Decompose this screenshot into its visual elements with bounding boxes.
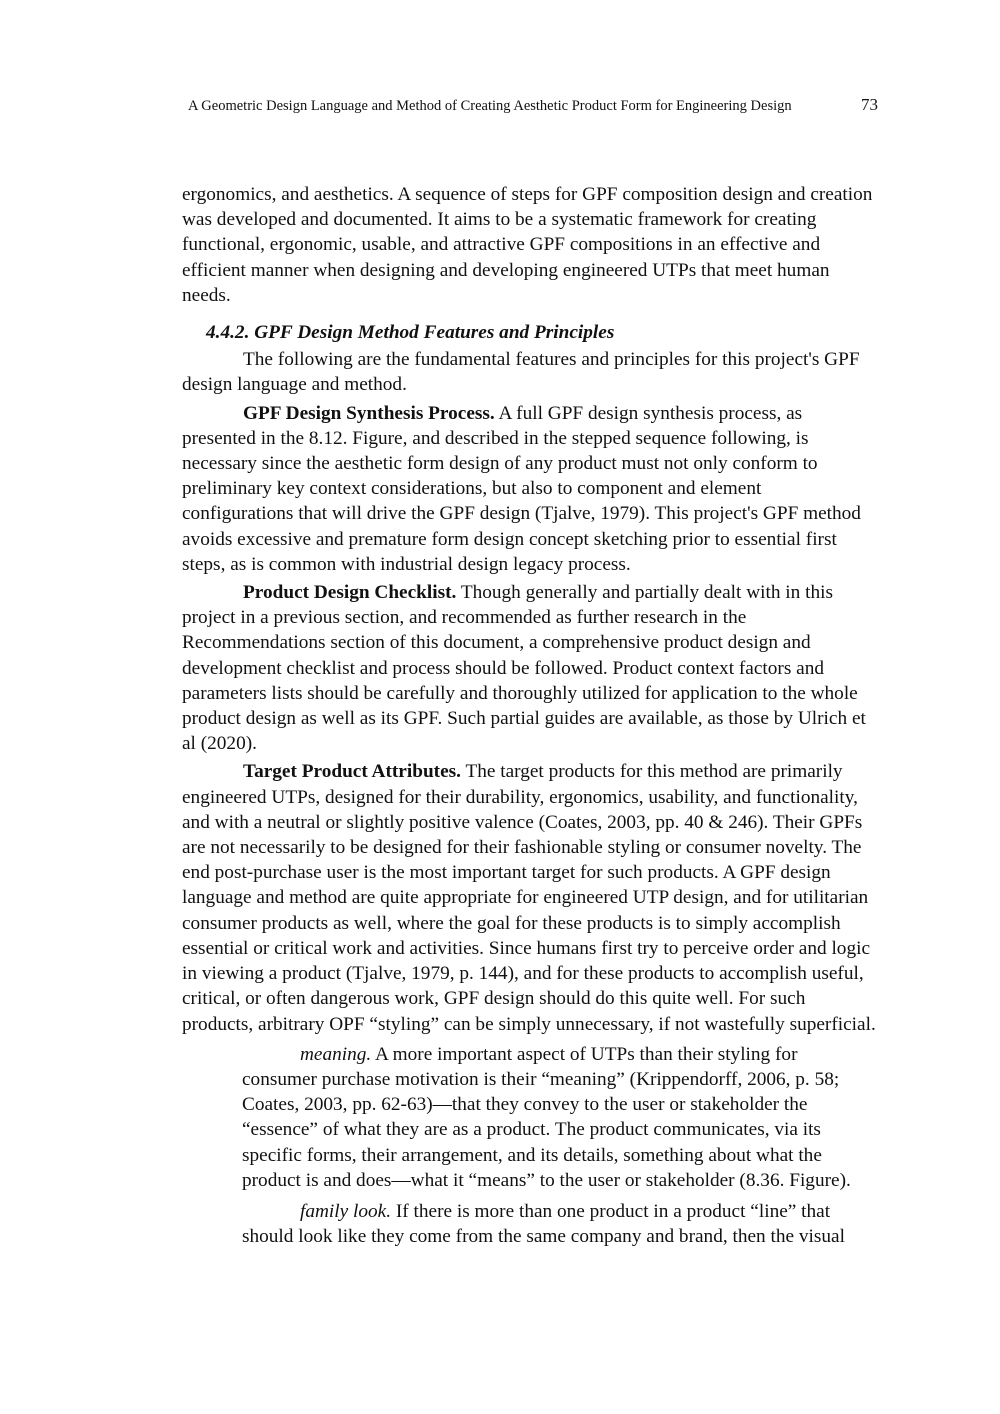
synthesis-lead: GPF Design Synthesis Process. xyxy=(243,402,495,424)
checklist-lead: Product Design Checklist. xyxy=(243,582,457,604)
running-header: A Geometric Design Language and Method of Creating Aesthetic Product Form for Engineering Design xyxy=(188,98,792,114)
meaning-paragraph xyxy=(242,1042,877,1193)
attributes-text: The target products for this method are primarily engineered UTPs, designed for their durability, ergonomics, usability, and functionality, and with a neutral or slightly positive valence (Coates, 2003, pp. 40 & 246). Their GPFs are not necessarily to be designed for their fashionable styling or consumer novelty. The end post-purchase user is the most important target for such products. A GPF design language and method are quite appropriate for engineered UTP design, and for utilitarian consumer products as well, where the goal for these products is to simply accomplish essential or critical work and activities. Since humans first try to perceive order and logic in viewing a product (Tjalve, 1979, p. 144), and for these products to accomplish useful, critical, or often dangerous work, GPF design should do this quite well. For such products, arbitrary OPF “styling” can be simply unnecessary, if not wastefully superficial. xyxy=(182,761,876,1035)
page-number: 73 xyxy=(861,95,878,114)
synthesis-text: A full GPF design synthesis process, as presented in the 8.12. Figure, and described in the stepped sequence following, is necessary since the aesthetic form design of any product must not only conform to preliminary key context considerations, but also to component and element configurations that will drive the GPF design (Tjalve, 1979). This project's GPF method avoids excessive and premature form design concept sketching prior to essential first steps, as is common with industrial design legacy process. xyxy=(182,402,861,575)
synthesis-paragraph xyxy=(182,401,877,577)
intro-paragraph: ergonomics, and aesthetics. A sequence of steps for GPF composition design and creation was developed and documented. It aims to be a systematic framework for creating functional, ergonomic, usable, and attractive GPF compositions in an effective and efficient manner when designing and developing engineered UTPs that meet human needs. xyxy=(182,184,873,306)
section-intro-paragraph: The following are the fundamental features and principles for this project's GPF design language and method. xyxy=(182,349,860,396)
family-look-text: If there is more than one product in a product “line” that should look like they come from the same company and brand, then the visual xyxy=(242,1200,845,1248)
checklist-paragraph xyxy=(182,580,877,756)
family-look-term: family look. xyxy=(300,1200,392,1222)
section-heading: 4.4.2. GPF Design Method Features and Principles xyxy=(206,322,615,344)
attributes-paragraph xyxy=(182,759,877,1036)
checklist-text: Though generally and partially dealt with in this project in a previous section, and recommended as further research in the Recommendations section of this document, a comprehensive product design and development checklist and process should be followed. Product context factors and parameters lists should be carefully and thoroughly utilized for application to the whole product design as well as its GPF. Such partial guides are available, as those by Ulrich et al (2020). xyxy=(182,582,866,755)
family-look-paragraph xyxy=(242,1199,877,1249)
meaning-term: meaning. xyxy=(300,1043,372,1065)
meaning-text: A more important aspect of UTPs than their styling for consumer purchase motivation is their “meaning” (Krippendorff, 2006, p. 58; Coates, 2003, pp. 62-63)—that they convey to the user or stakeholder the “essence” of what they are as a product. The product communicates, via its specific forms, their arrangement, and its details, something about what the product is and does—what it “means” to the user or stakeholder (8.36. Figure). xyxy=(242,1043,851,1191)
body-text xyxy=(182,182,877,1249)
attributes-lead: Target Product Attributes. xyxy=(243,761,461,783)
